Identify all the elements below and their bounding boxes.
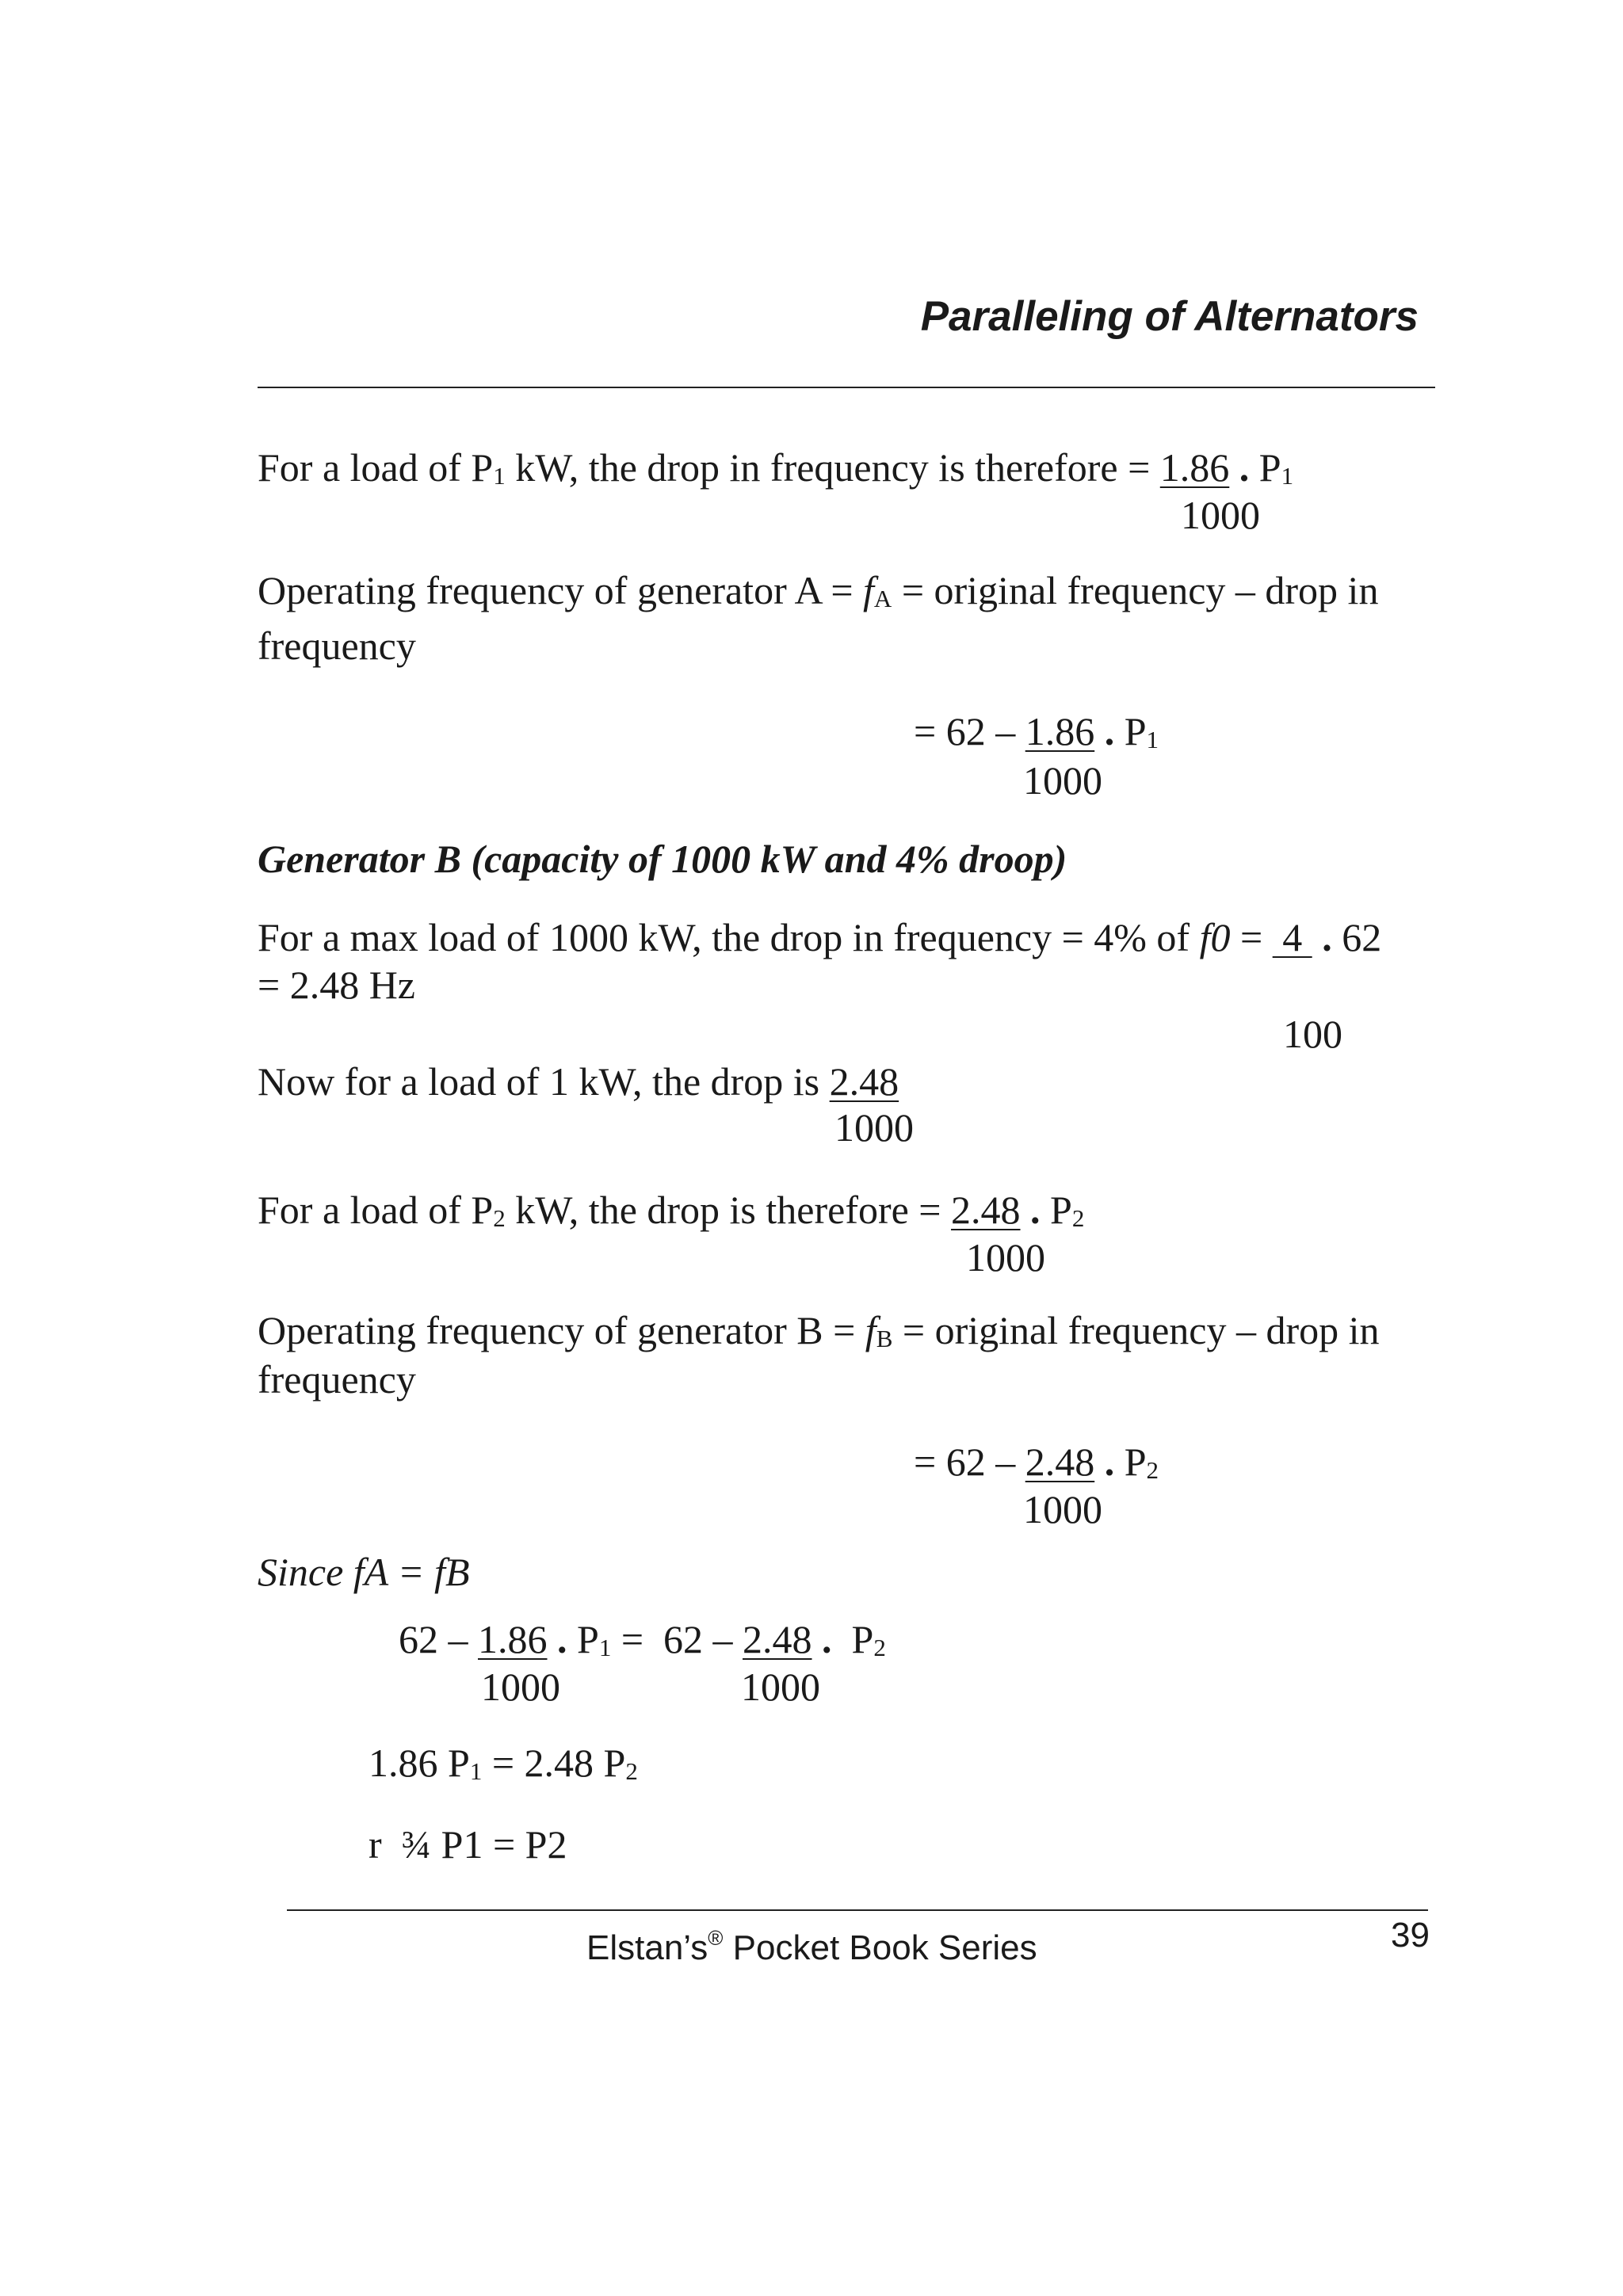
page-number: 39 xyxy=(1391,1916,1430,1955)
equation-line-3: r ¾ P1 = P2 xyxy=(369,1822,567,1867)
equality-equation: 62 – 1.86 . P1 = 62 – 2.48 . P2 xyxy=(399,1617,886,1661)
fraction-denominator: 1000 xyxy=(1023,758,1102,803)
gen-b-max-load-line-2: = 2.48 Hz xyxy=(258,963,415,1007)
gen-b-max-load-line: For a max load of 1000 kW, the drop in frequency = 4% of f0 = 4 . 62 xyxy=(258,915,1382,959)
equation-line-2: 1.86 P1 = 2.48 P2 xyxy=(369,1741,638,1785)
gen-b-operating-line: Operating frequency of generator B = fB = original frequency – drop in xyxy=(258,1308,1380,1352)
since-line: Since fA = fB xyxy=(258,1550,470,1594)
gen-b-operating-line-2: frequency xyxy=(258,1357,416,1402)
fraction-denominator: 1000 xyxy=(1023,1487,1102,1531)
footer-series: Elstan’s® Pocket Book Series xyxy=(586,1926,1037,1967)
fraction-denominator: 1000 xyxy=(966,1235,1045,1280)
gen-a-operating-line-2: frequency xyxy=(258,624,416,668)
fraction-denominator: 1000 xyxy=(834,1105,914,1150)
footer-rule xyxy=(287,1909,1428,1911)
fraction-denominator: 100 xyxy=(1283,1012,1342,1056)
gen-a-operating-line: Operating frequency of generator A = fA = original frequency – drop in xyxy=(258,568,1379,612)
header-rule xyxy=(258,387,1435,388)
gen-b-result: = 62 – 2.48 . P2 xyxy=(914,1440,1159,1484)
fraction-denominator: 1000 xyxy=(481,1665,560,1709)
gen-b-heading: Generator B (capacity of 1000 kW and 4% droop) xyxy=(258,837,1067,881)
gen-b-per-kw-line: Now for a load of 1 kW, the drop is 2.48 xyxy=(258,1059,899,1104)
gen-b-load-line: For a load of P2 kW, the drop is therefore = 2.48 . P2 xyxy=(258,1188,1085,1232)
page-header-title: Paralleling of Alternators xyxy=(920,293,1419,340)
gen-a-load-line: For a load of P1 kW, the drop in frequency is therefore = 1.86 . P1 xyxy=(258,445,1294,490)
gen-a-result: = 62 – 1.86 . P1 xyxy=(914,709,1159,753)
fraction-denominator: 1000 xyxy=(741,1665,820,1709)
fraction-denominator: 1000 xyxy=(1181,493,1260,537)
fraction-numerator: 1.86 xyxy=(1159,445,1230,490)
